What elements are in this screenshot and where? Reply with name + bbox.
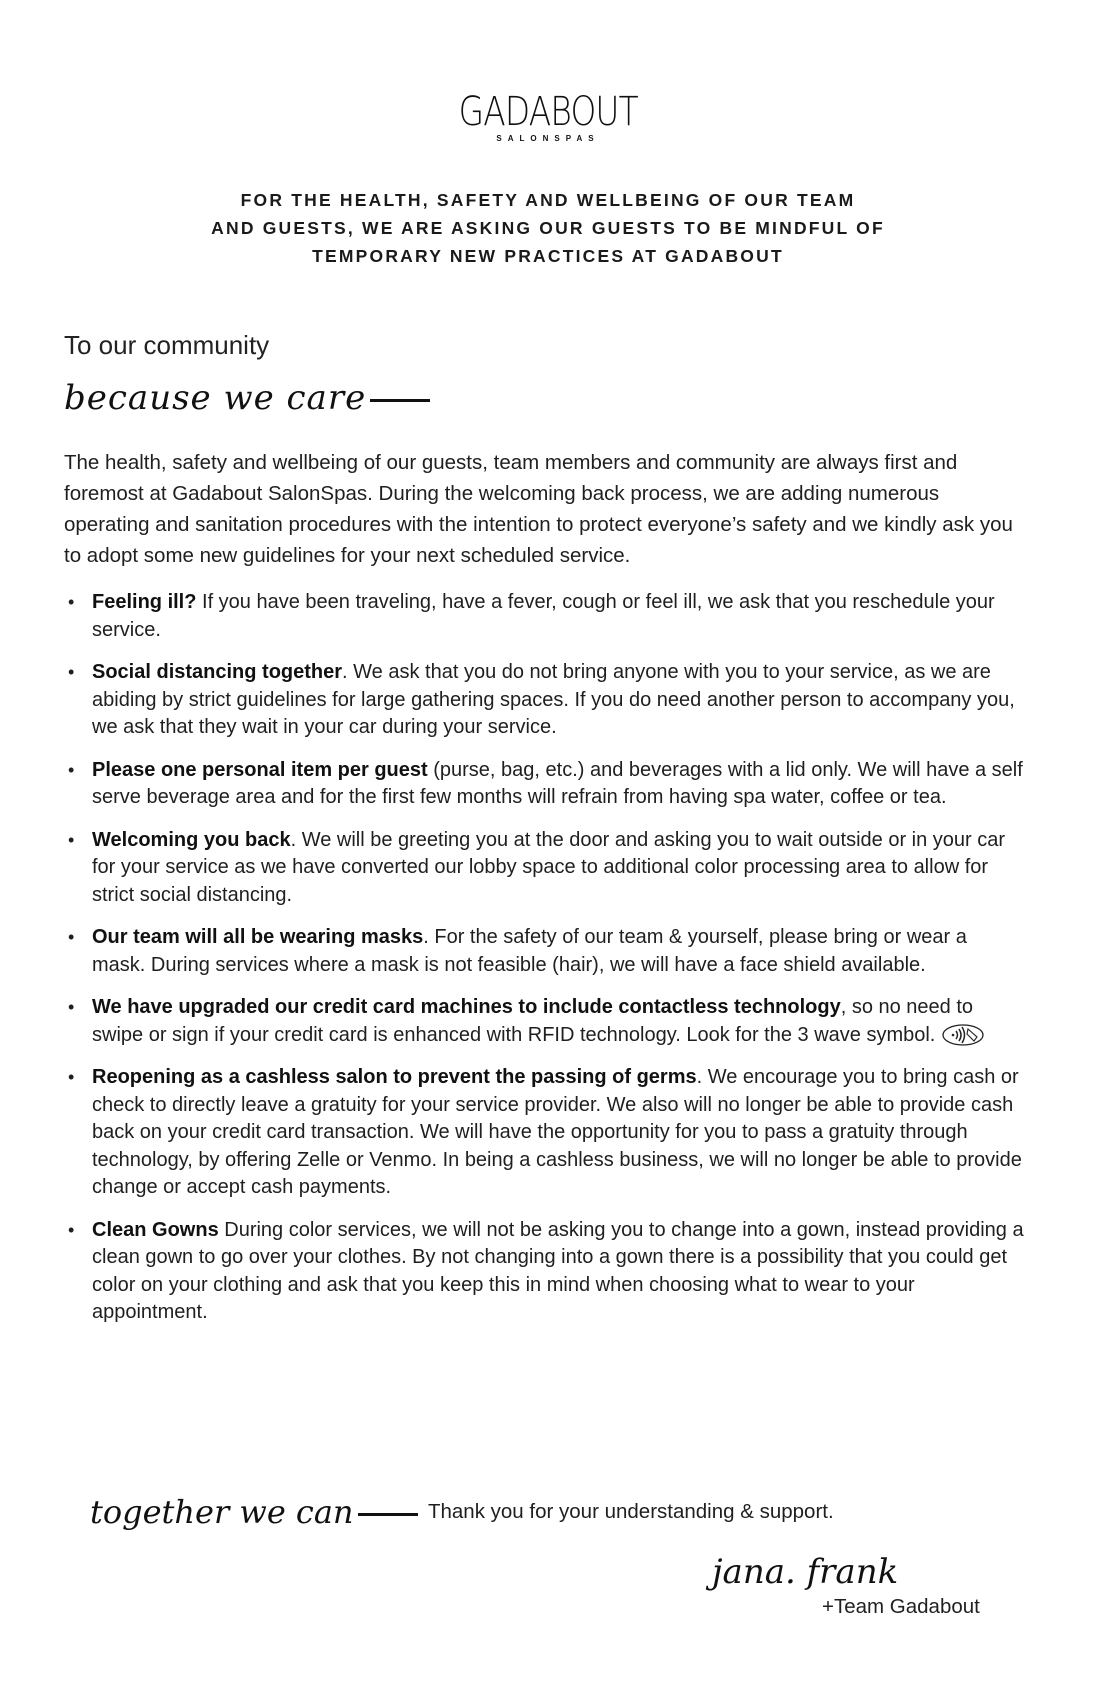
closing-script: together we can [90,1493,418,1531]
logo [0,89,1096,143]
team-signoff: +Team Gadabout [822,1595,980,1618]
item-title: Our team will all be wearing masks [92,926,424,948]
list-item [64,757,1024,812]
contactless-payment-icon [941,1023,987,1047]
list-item [64,827,1024,910]
headline-line: TEMPORARY NEW PRACTICES AT GADABOUT [312,246,784,266]
intro-paragraph: The health, safety and wellbeing of our guests, team members and community are always first and foremost at Gadabout SalonSpas. During the welcoming back process, we are adding numerous operating and sanitation procedures with the intention to protect everyone’s safety and we kindly ask you to adopt some new guidelines for your next scheduled service. [64,451,1013,567]
item-title: Feeling ill? [92,591,197,613]
signature: jana. frank [712,1552,899,1592]
thanks-text: Thank you for your understanding & support. [427,1500,834,1523]
item-text: During color services, we will not be asking you to change into a gown, instead providing a clean gown to go over your clothes. By not changing into a gown there is a possibility that you could get color on your clothing and ask that you keep this in mind when choosing what to wear to your appointment. [92,1218,1024,1323]
item-text: . We ask that you do not bring anyone with you to your service, as we are abiding by strict guidelines for large gathering spaces. If you do need another person to accompany you, we ask that they wait in your car during your service. [92,661,1015,738]
item-title: Social distancing together [92,661,343,683]
headline-line: FOR THE HEALTH, SAFETY AND WELLBEING OF OUR TEAM [240,190,856,210]
item-title: Please one personal item per guest [92,758,428,781]
item-text: . For the safety of our team & yourself, please bring or wear a mask. During services where a mask is not feasible (hair), we will have a face shield available. [92,926,967,976]
list-item [64,924,1024,979]
list-item [64,1217,1024,1327]
guideline-list [64,589,1024,1342]
item-title: Welcoming you back [92,828,291,851]
list-item [64,659,1024,742]
item-title: Clean Gowns [92,1218,219,1241]
headline [0,186,1096,270]
list-item [64,994,1024,1049]
closing [90,1493,990,1531]
script-heading: because we care [64,378,430,418]
item-title: Reopening as a cashless salon to prevent the passing of germs [92,1066,697,1088]
logo-subtitle: SALONSPAS [496,134,600,143]
item-text: , so no need to swipe or sign if your credit card is enhanced with RFID technology. Look for the 3 wave symbol. [92,996,974,1046]
item-text: . We encourage you to bring cash or check to directly leave a gratuity for your service provider. We also will no longer be able to provide cash back on your credit card transaction. We will have the opportunity for you to pass a gratuity through technology, by offering Zelle or Venmo. In being a cashless business, we will no longer be able to provide change or accept cash payments. [92,1066,1022,1198]
headline-line: AND GUESTS, WE ARE ASKING OUR GUESTS TO BE MINDFUL OF [211,218,885,238]
logo-wordmark: GADABOUT [458,89,638,135]
item-title: We have upgraded our credit card machines to include contactless technology [92,996,841,1018]
list-item [64,1064,1024,1202]
item-text: . We will be greeting you at the door and asking you to wait outside or in your car for your service as we have converted our lobby space to additional color processing area to allow for strict social distancing. [92,828,1006,906]
greeting: To our community [64,330,270,360]
item-text: If you have been traveling, have a fever, cough or feel ill, we ask that you reschedule your service. [92,591,995,641]
item-text: (purse, bag, etc.) and beverages with a lid only. We will have a self serve beverage area and for the first few months will refrain from having spa water, coffee or tea. [92,758,1023,808]
list-item [64,589,1024,644]
